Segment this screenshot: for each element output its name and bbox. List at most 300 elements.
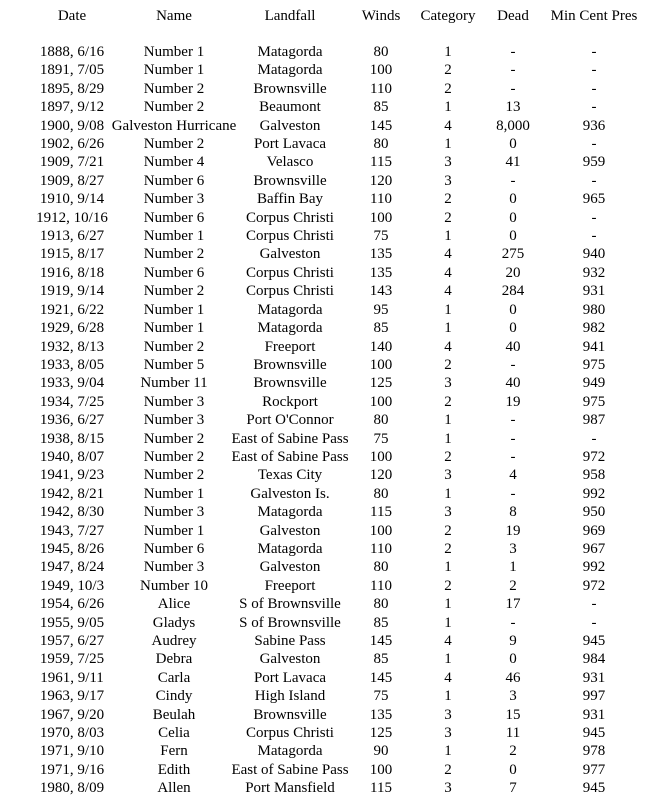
cell-date: 1916, 8/18 [39, 264, 105, 281]
cell-category: 2 [444, 522, 452, 539]
cell-category: 1 [444, 99, 452, 116]
cell-min-cent-pres: 975 [582, 393, 606, 410]
cell-date: 1955, 9/05 [39, 614, 105, 631]
cell-min-cent-pres: 945 [582, 633, 606, 649]
cell-date: 1945, 8/26 [39, 540, 105, 557]
cell-name: Number 1 [143, 522, 205, 539]
cell-dead: - [510, 430, 516, 447]
cell-date: 1910, 9/14 [39, 191, 105, 208]
cell-landfall: Rockport [262, 393, 318, 410]
cell-name: Number 2 [143, 430, 205, 447]
cell-dead: 3 [509, 540, 517, 557]
cell-min-cent-pres: 965 [582, 191, 606, 208]
cell-winds: 110 [370, 540, 392, 557]
cell-category: 2 [444, 577, 452, 594]
cell-winds: 85 [373, 320, 389, 337]
cell-winds: 140 [369, 338, 393, 355]
header-winds: Winds [361, 8, 401, 24]
cell-name: Number 5 [143, 356, 205, 373]
cell-date: 1902, 6/26 [39, 136, 105, 153]
cell-min-cent-pres: 940 [582, 246, 606, 263]
cell-winds: 135 [369, 246, 393, 263]
cell-landfall: Port Lavaca [253, 669, 327, 686]
cell-name: Allen [157, 780, 191, 797]
table-row [0, 227, 655, 245]
cell-date: 1921, 6/22 [39, 301, 105, 318]
cell-landfall: Matagorda [257, 504, 323, 521]
table-row [0, 393, 655, 411]
cell-dead: 17 [505, 596, 521, 613]
cell-date: 1967, 9/20 [39, 706, 105, 723]
cell-dead: 46 [505, 669, 521, 686]
cell-date: 1900, 9/08 [39, 117, 105, 134]
table-row [0, 614, 655, 632]
table-row [0, 411, 655, 429]
cell-landfall: Galveston [259, 117, 321, 134]
cell-dead: 8,000 [496, 117, 530, 134]
cell-winds: 100 [369, 209, 393, 226]
cell-landfall: Matagorda [257, 320, 323, 337]
cell-landfall: Matagorda [257, 540, 323, 557]
cell-name: Celia [158, 725, 190, 742]
cell-date: 1942, 8/30 [39, 504, 105, 521]
cell-name: Number 1 [143, 485, 205, 502]
cell-date: 1957, 6/27 [39, 633, 105, 649]
cell-category: 2 [444, 448, 452, 465]
cell-name: Number 6 [143, 209, 205, 226]
cell-date: 1912, 10/16 [36, 209, 108, 226]
cell-date: 1913, 6/27 [39, 228, 105, 245]
cell-name: Number 1 [143, 62, 205, 79]
cell-date: 1971, 9/16 [39, 761, 105, 778]
cell-category: 2 [444, 62, 452, 79]
cell-category: 1 [444, 559, 452, 576]
cell-landfall: Galveston Is. [250, 485, 330, 502]
header-name: Name [156, 8, 192, 24]
cell-date: 1961, 9/11 [40, 669, 104, 686]
cell-min-cent-pres: 931 [582, 706, 606, 723]
cell-winds: 100 [369, 393, 393, 410]
cell-category: 4 [444, 633, 452, 649]
table-row [0, 742, 655, 760]
cell-name: Number 2 [143, 136, 205, 153]
table-row [0, 724, 655, 742]
cell-name: Edith [157, 761, 191, 778]
cell-winds: 115 [370, 780, 392, 797]
cell-winds: 80 [373, 136, 389, 153]
cell-landfall: Corpus Christi [246, 209, 334, 226]
cell-category: 4 [444, 117, 452, 134]
cell-winds: 80 [373, 559, 389, 576]
cell-date: 1932, 8/13 [39, 338, 105, 355]
cell-winds: 100 [369, 522, 393, 539]
cell-landfall: Galveston [259, 651, 321, 668]
cell-name: Number 2 [143, 80, 205, 97]
cell-name: Number 4 [143, 154, 205, 171]
cell-date: 1895, 8/29 [39, 80, 105, 97]
cell-landfall: Matagorda [257, 44, 323, 60]
cell-dead: 2 [509, 743, 517, 760]
cell-min-cent-pres: - [591, 99, 597, 116]
cell-winds: 145 [369, 117, 393, 134]
cell-winds: 75 [373, 228, 389, 245]
cell-winds: 115 [370, 154, 392, 171]
cell-name: Beulah [152, 706, 196, 723]
cell-landfall: Corpus Christi [246, 228, 334, 245]
cell-dead: - [510, 356, 516, 373]
cell-date: 1954, 6/26 [39, 596, 105, 613]
cell-winds: 110 [370, 577, 392, 594]
cell-category: 2 [444, 761, 452, 778]
cell-category: 3 [444, 706, 452, 723]
cell-min-cent-pres: 945 [582, 725, 606, 742]
cell-dead: 0 [509, 191, 517, 208]
table-row [0, 632, 655, 650]
table-row [0, 650, 655, 668]
cell-dead: 0 [509, 651, 517, 668]
table-row [0, 282, 655, 300]
cell-category: 2 [444, 209, 452, 226]
cell-min-cent-pres: - [591, 209, 597, 226]
cell-name: Number 6 [143, 264, 205, 281]
cell-landfall: Freeport [264, 338, 316, 355]
cell-landfall: Freeport [264, 577, 316, 594]
cell-date: 1929, 6/28 [39, 320, 105, 337]
table-row [0, 466, 655, 484]
cell-category: 1 [444, 136, 452, 153]
cell-date: 1933, 9/04 [39, 375, 105, 392]
cell-category: 1 [444, 44, 452, 60]
table-row [0, 172, 655, 190]
table-row [0, 430, 655, 448]
cell-dead: 40 [505, 338, 521, 355]
cell-dead: 11 [505, 725, 521, 742]
cell-winds: 100 [369, 62, 393, 79]
cell-landfall: Baffin Bay [257, 191, 323, 208]
cell-name: Number 11 [140, 375, 208, 392]
cell-dead: 2 [509, 577, 517, 594]
cell-date: 1897, 9/12 [39, 99, 105, 116]
cell-category: 4 [444, 264, 452, 281]
cell-date: 1949, 10/3 [39, 577, 105, 594]
cell-winds: 110 [370, 191, 392, 208]
cell-date: 1936, 6/27 [39, 412, 105, 429]
cell-category: 1 [444, 596, 452, 613]
table-row [0, 503, 655, 521]
table-row [0, 577, 655, 595]
cell-winds: 80 [373, 44, 389, 60]
cell-dead: 19 [505, 522, 521, 539]
cell-name: Number 3 [143, 504, 205, 521]
table-row [0, 61, 655, 79]
cell-min-cent-pres: 959 [582, 154, 606, 171]
cell-dead: 284 [501, 283, 525, 300]
cell-date: 1891, 7/05 [39, 62, 105, 79]
cell-landfall: East of Sabine Pass [231, 761, 349, 778]
cell-landfall: Galveston [259, 246, 321, 263]
cell-winds: 120 [369, 172, 393, 189]
cell-name: Number 2 [143, 283, 205, 300]
table-row [0, 245, 655, 263]
cell-landfall: Brownsville [253, 172, 327, 189]
cell-landfall: Velasco [266, 154, 314, 171]
cell-name: Number 2 [143, 99, 205, 116]
cell-category: 4 [444, 246, 452, 263]
table-body [0, 43, 655, 798]
cell-winds: 135 [369, 706, 393, 723]
cell-landfall: Texas City [257, 467, 323, 484]
cell-name: Number 2 [143, 338, 205, 355]
cell-date: 1909, 7/21 [39, 154, 105, 171]
cell-landfall: East of Sabine Pass [231, 430, 349, 447]
cell-dead: - [510, 412, 516, 429]
cell-name: Number 10 [140, 577, 208, 594]
cell-dead: - [510, 448, 516, 465]
cell-min-cent-pres: 978 [582, 743, 606, 760]
cell-min-cent-pres: 950 [582, 504, 606, 521]
cell-name: Carla [157, 669, 191, 686]
table-row [0, 595, 655, 613]
header-landfall: Landfall [264, 8, 316, 24]
table-row [0, 706, 655, 724]
table-row [0, 338, 655, 356]
cell-min-cent-pres: 958 [582, 467, 606, 484]
cell-landfall: Matagorda [257, 743, 323, 760]
cell-landfall: Sabine Pass [254, 633, 326, 649]
table-row [0, 319, 655, 337]
cell-min-cent-pres: 972 [582, 448, 606, 465]
cell-name: Cindy [155, 688, 193, 705]
cell-name: Number 6 [143, 540, 205, 557]
cell-min-cent-pres: - [591, 80, 597, 97]
cell-min-cent-pres: - [591, 136, 597, 153]
cell-min-cent-pres: - [591, 596, 597, 613]
cell-name: Number 1 [143, 228, 205, 245]
cell-dead: - [510, 485, 516, 502]
cell-category: 3 [444, 154, 452, 171]
cell-dead: 0 [509, 320, 517, 337]
cell-date: 1933, 8/05 [39, 356, 105, 373]
cell-landfall: Port O'Connor [246, 412, 334, 429]
cell-name: Number 3 [143, 191, 205, 208]
table-row [0, 669, 655, 687]
cell-dead: 8 [509, 504, 517, 521]
table-row [0, 43, 655, 61]
cell-winds: 100 [369, 356, 393, 373]
cell-landfall: Brownsville [253, 80, 327, 97]
cell-landfall: Corpus Christi [246, 264, 334, 281]
cell-winds: 125 [369, 725, 393, 742]
cell-category: 1 [444, 228, 452, 245]
cell-category: 3 [444, 467, 452, 484]
cell-category: 3 [444, 375, 452, 392]
table-row [0, 80, 655, 98]
cell-category: 1 [444, 430, 452, 447]
cell-dead: - [510, 44, 516, 60]
cell-min-cent-pres: 980 [582, 301, 606, 318]
table-row [0, 522, 655, 540]
table-row [0, 687, 655, 705]
table-row [0, 448, 655, 466]
header-dead: Dead [497, 8, 529, 24]
cell-category: 1 [444, 614, 452, 631]
table-row [0, 301, 655, 319]
table-row [0, 98, 655, 116]
cell-category: 3 [444, 725, 452, 742]
cell-landfall: Matagorda [257, 62, 323, 79]
cell-dead: - [510, 172, 516, 189]
cell-winds: 110 [370, 80, 392, 97]
cell-min-cent-pres: 949 [582, 375, 606, 392]
cell-winds: 85 [373, 614, 389, 631]
cell-winds: 80 [373, 596, 389, 613]
cell-date: 1943, 7/27 [39, 522, 105, 539]
cell-landfall: High Island [254, 688, 326, 705]
cell-date: 1940, 8/07 [39, 448, 105, 465]
cell-dead: - [510, 614, 516, 631]
cell-category: 2 [444, 540, 452, 557]
table-row [0, 356, 655, 374]
cell-winds: 143 [369, 283, 393, 300]
cell-landfall: East of Sabine Pass [231, 448, 349, 465]
cell-min-cent-pres: - [591, 172, 597, 189]
cell-min-cent-pres: 977 [582, 761, 606, 778]
cell-category: 2 [444, 191, 452, 208]
cell-min-cent-pres: 984 [582, 651, 606, 668]
cell-min-cent-pres: 997 [582, 688, 606, 705]
table-row [0, 190, 655, 208]
cell-winds: 145 [369, 633, 393, 649]
cell-winds: 85 [373, 651, 389, 668]
cell-name: Number 6 [143, 172, 205, 189]
cell-landfall: Matagorda [257, 301, 323, 318]
table-row [0, 540, 655, 558]
cell-dead: 0 [509, 209, 517, 226]
header-date: Date [57, 8, 87, 24]
table-row [0, 558, 655, 576]
table-row [0, 264, 655, 282]
cell-category: 1 [444, 651, 452, 668]
cell-min-cent-pres: 982 [582, 320, 606, 337]
cell-min-cent-pres: 975 [582, 356, 606, 373]
cell-name: Number 2 [143, 246, 205, 263]
cell-min-cent-pres: - [591, 228, 597, 245]
cell-dead: 4 [509, 467, 517, 484]
cell-min-cent-pres: 931 [582, 283, 606, 300]
table-header [0, 6, 655, 28]
cell-dead: 1 [509, 559, 517, 576]
table-row [0, 153, 655, 171]
cell-winds: 100 [369, 761, 393, 778]
cell-winds: 85 [373, 99, 389, 116]
cell-date: 1915, 8/17 [39, 246, 105, 263]
cell-name: Debra [155, 651, 193, 668]
cell-min-cent-pres: 967 [582, 540, 606, 557]
cell-date: 1942, 8/21 [39, 485, 105, 502]
cell-date: 1938, 8/15 [39, 430, 105, 447]
cell-name: Gladys [152, 614, 196, 631]
cell-winds: 80 [373, 485, 389, 502]
cell-winds: 145 [369, 669, 393, 686]
cell-dead: 0 [509, 761, 517, 778]
cell-dead: 19 [505, 393, 521, 410]
cell-winds: 95 [373, 301, 389, 318]
cell-category: 1 [444, 485, 452, 502]
cell-date: 1971, 9/10 [39, 743, 105, 760]
cell-name: Number 1 [143, 44, 205, 60]
cell-landfall: Galveston [259, 559, 321, 576]
table-row [0, 135, 655, 153]
cell-date: 1919, 9/14 [39, 283, 105, 300]
cell-name: Galveston Hurricane [111, 117, 237, 134]
cell-category: 1 [444, 320, 452, 337]
cell-category: 4 [444, 669, 452, 686]
header-min-cent-pres: Min Cent Pres [550, 8, 638, 24]
cell-dead: 9 [509, 633, 517, 649]
cell-date: 1888, 6/16 [39, 44, 105, 60]
cell-name: Number 3 [143, 393, 205, 410]
cell-dead: 0 [509, 136, 517, 153]
cell-category: 3 [444, 172, 452, 189]
cell-date: 1963, 9/17 [39, 688, 105, 705]
cell-date: 1909, 8/27 [39, 172, 105, 189]
cell-min-cent-pres: 931 [582, 669, 606, 686]
cell-min-cent-pres: 932 [582, 264, 606, 281]
cell-dead: 41 [505, 154, 521, 171]
cell-landfall: Brownsville [253, 356, 327, 373]
cell-winds: 75 [373, 688, 389, 705]
cell-dead: 13 [505, 99, 521, 116]
cell-name: Number 2 [143, 448, 205, 465]
cell-date: 1941, 9/23 [39, 467, 105, 484]
cell-name: Number 1 [143, 301, 205, 318]
cell-min-cent-pres: - [591, 62, 597, 79]
cell-winds: 115 [370, 504, 392, 521]
cell-name: Fern [160, 743, 188, 760]
cell-dead: 40 [505, 375, 521, 392]
cell-winds: 80 [373, 412, 389, 429]
cell-category: 1 [444, 688, 452, 705]
cell-min-cent-pres: 992 [582, 559, 606, 576]
cell-landfall: Corpus Christi [246, 725, 334, 742]
cell-category: 2 [444, 393, 452, 410]
table-row [0, 779, 655, 797]
cell-min-cent-pres: 987 [582, 412, 606, 429]
cell-date: 1970, 8/03 [39, 725, 105, 742]
cell-landfall: Corpus Christi [246, 283, 334, 300]
cell-name: Number 3 [143, 559, 205, 576]
cell-min-cent-pres: - [591, 614, 597, 631]
cell-name: Number 1 [143, 320, 205, 337]
cell-category: 2 [444, 80, 452, 97]
cell-landfall: Brownsville [253, 706, 327, 723]
cell-category: 3 [444, 780, 452, 797]
cell-winds: 125 [369, 375, 393, 392]
cell-dead: 20 [505, 264, 521, 281]
cell-landfall: Beaumont [259, 99, 321, 116]
cell-winds: 90 [373, 743, 389, 760]
table-row [0, 117, 655, 135]
cell-category: 4 [444, 338, 452, 355]
cell-landfall: Galveston [259, 522, 321, 539]
cell-landfall: S of Brownsville [239, 614, 341, 631]
cell-category: 1 [444, 301, 452, 318]
cell-dead: 0 [509, 228, 517, 245]
cell-dead: 7 [509, 780, 517, 797]
table-row [0, 485, 655, 503]
cell-dead: 15 [505, 706, 521, 723]
table-row [0, 374, 655, 392]
